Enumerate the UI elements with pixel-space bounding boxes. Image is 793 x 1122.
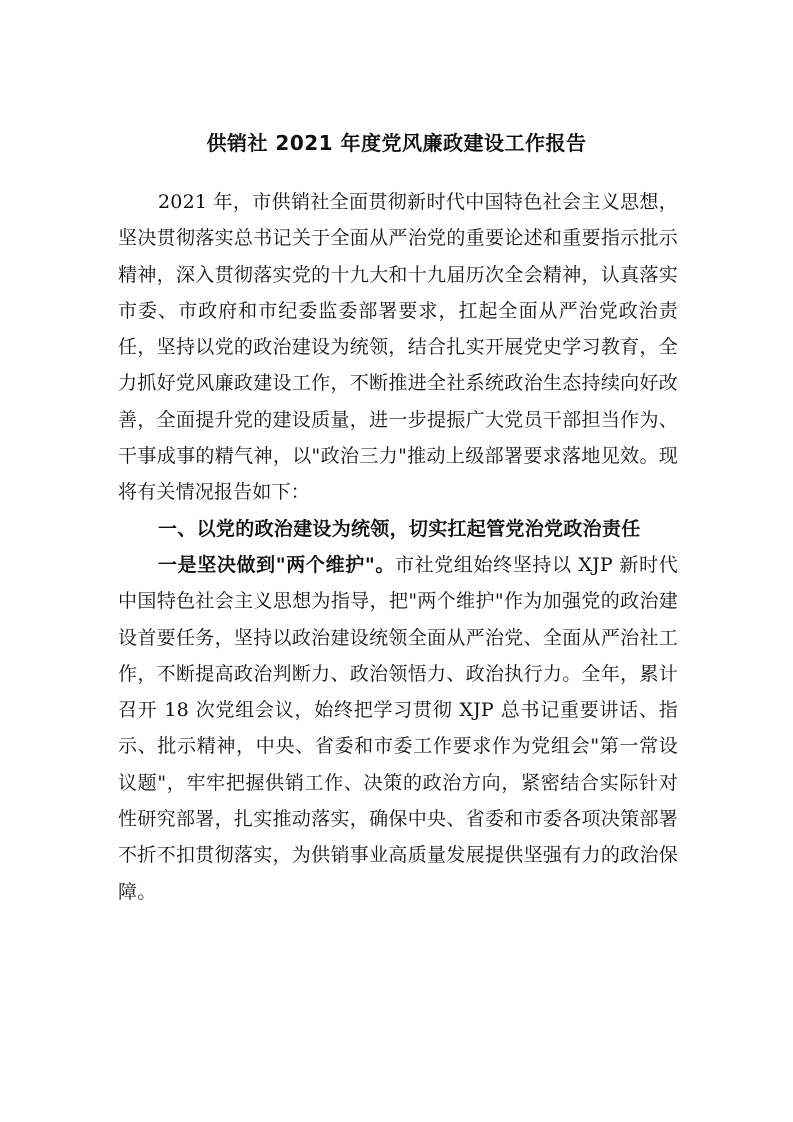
document-body — [118, 184, 678, 910]
document-title: 供销社 2021 年度党风廉政建设工作报告 — [206, 131, 587, 155]
section-1-lead: 一是坚决做到"两个维护"。 — [158, 553, 395, 576]
section-1-heading: 一、以党的政治建设为统领，切实扛起管党治党政治责任 — [158, 517, 641, 540]
section-1-text: 市社党组始终坚持以 XJP 新时代中国特色社会主义思想为指导，把"两个维护"作为加强党的政治建设首要任务，坚持以政治建设统领全面从严治党、全面从严治社工作，不断提高政治判断力、政治领悟力、政治执行力。全年，累计召开 18 次党组会议，始终把学习贯彻 XJP 总书记重要讲话、指示、批示精神，中央、省委和市委工作要求作为党组会"第一常设议题"，牢牢把握供销工作、决策的政治方向，紧密结合实际针对性研究部署，扎实推动落实，确保中央、省委和市委各项决策部署不折不扣贯彻落实，为供销事业高质量发展提供坚强有力的政治保障。 — [118, 553, 678, 903]
intro-paragraph: 2021 年，市供销社全面贯彻新时代中国特色社会主义思想，坚决贯彻落实总书记关于全面从严治党的重要论述和重要指示批示精神，深入贯彻落实党的十九大和十九届历次全会精神，认真落实市委、市政府和市纪委监委部署要求，扛起全面从严治党政治责任，坚持以党的政治建设为统领，结合扎实开展党史学习教育，全力抓好党风廉政建设工作，不断推进全社系统政治生态持续向好改善，全面提升党的建设质量，进一步提振广大党员干部担当作为、干事成事的精气神，以"政治三力"推动上级部署要求落地见效。现将有关情况报告如下： — [118, 191, 678, 504]
section-1-paragraph — [118, 547, 678, 910]
